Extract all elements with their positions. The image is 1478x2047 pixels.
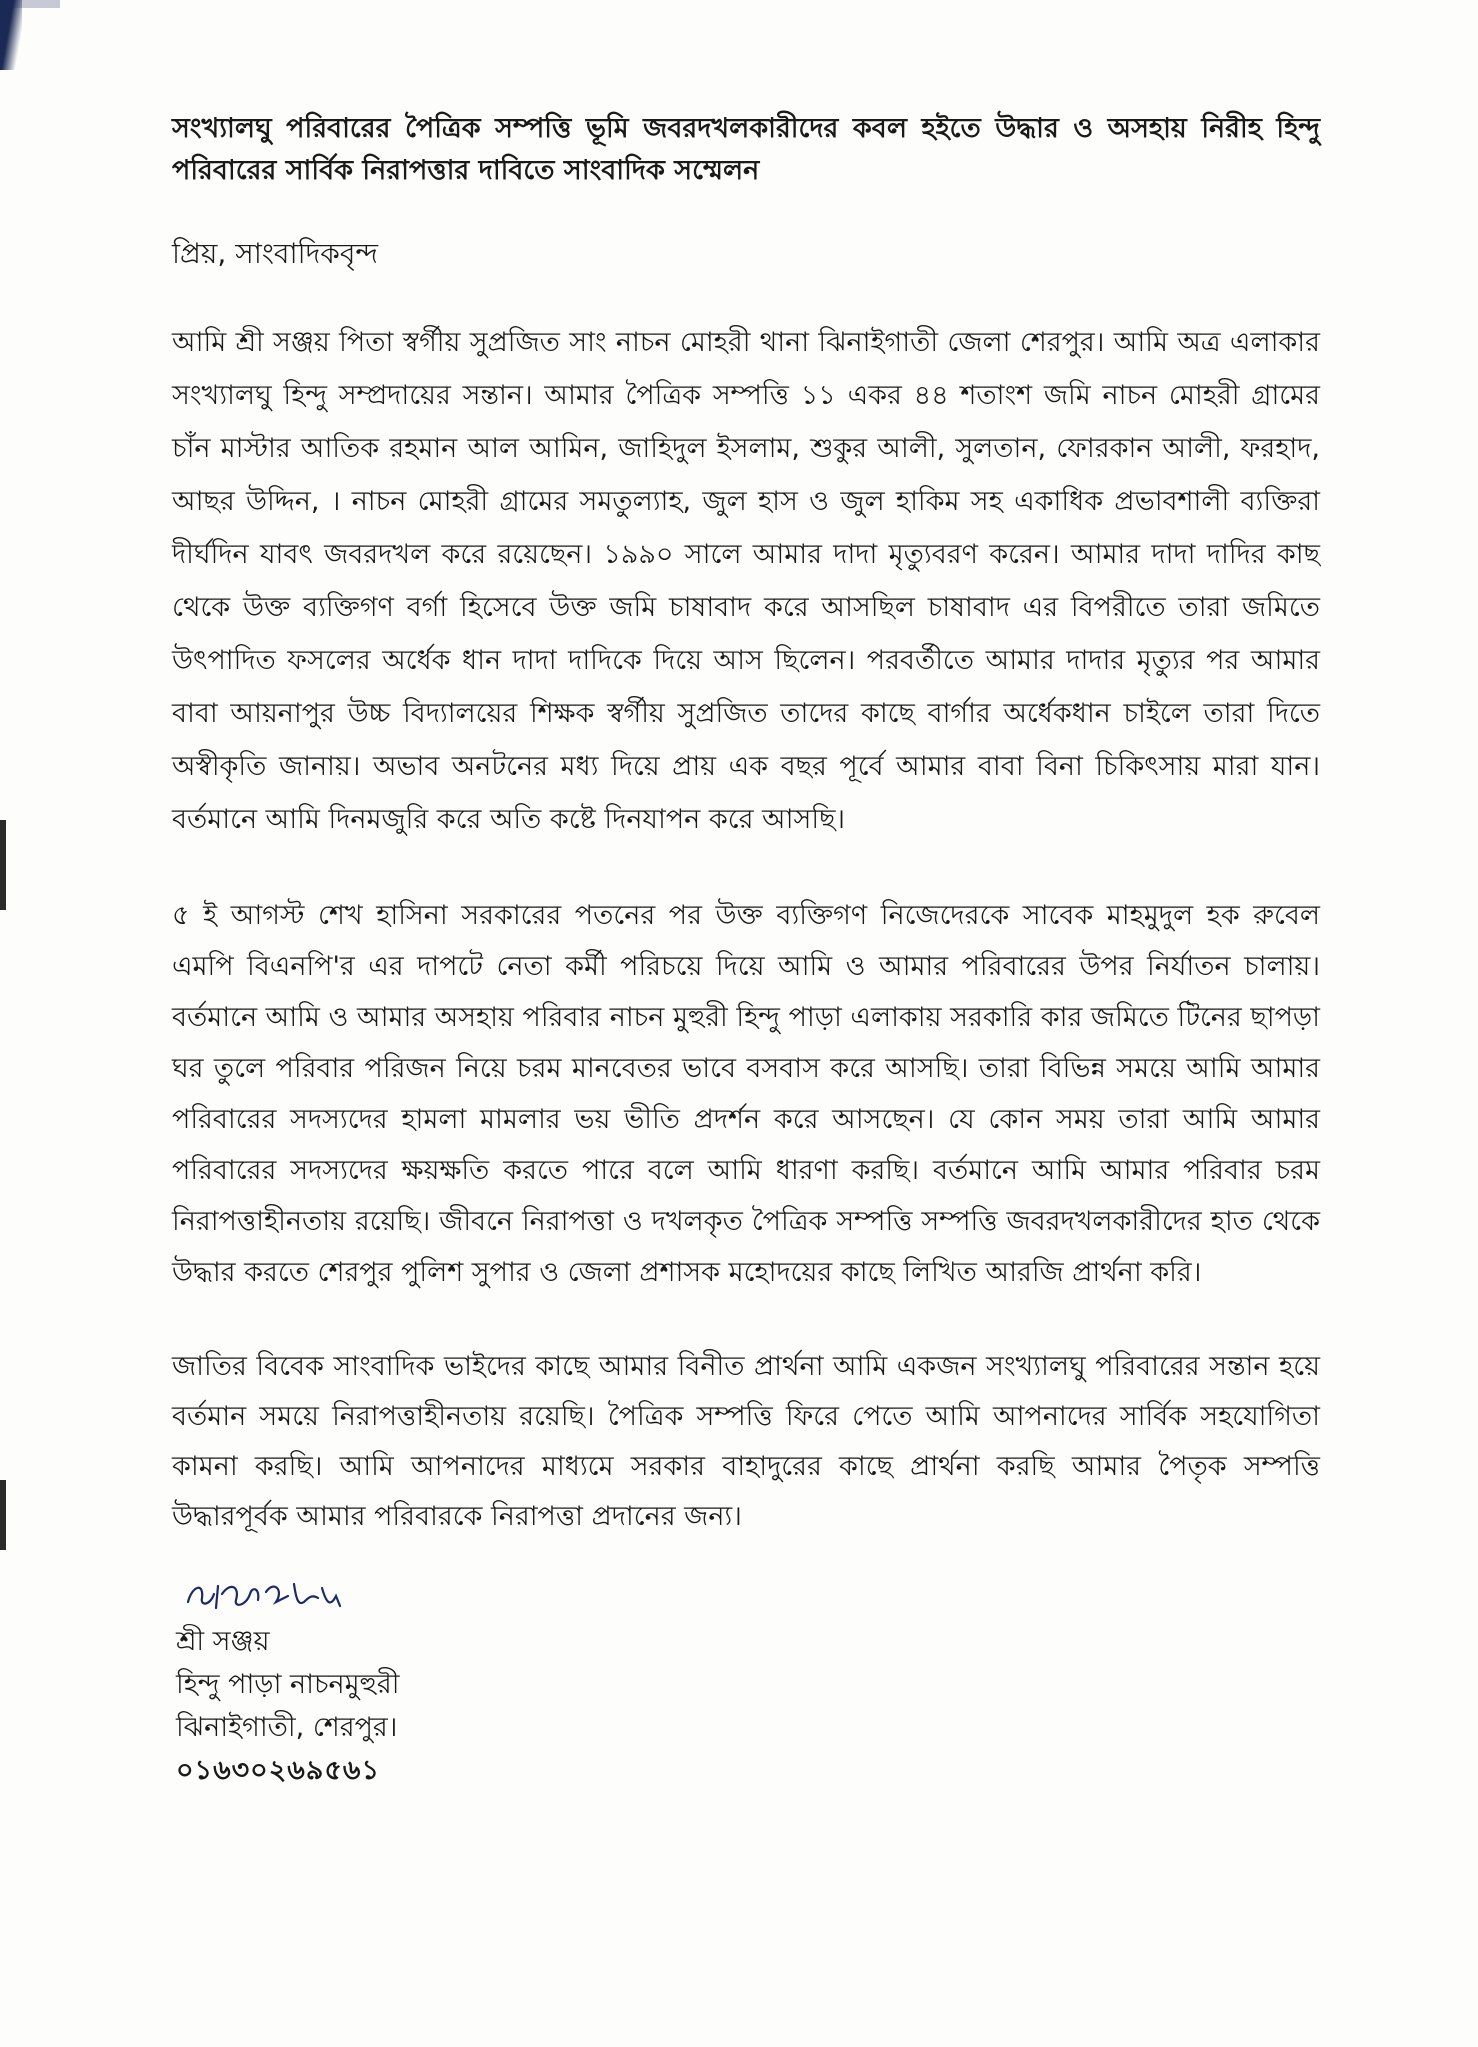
paragraph-incident: ৫ ই আগস্ট শেখ হাসিনা সরকারের পতনের পর উক্ত ব্যক্তিগণ নিজেদেরকে সাবেক মাহমুদুল হক রুবেল এমপি বিএনপি'র এর দাপটে নেতা কর্মী পরিচয়ে দিয়ে আমি ও আমার পরিবারের উপর নির্যাতন চালায়। বর্তমানে আমি ও আমার অসহায় পরিবার নাচন মুহুরী হিন্দু পাড়া এলাকায় সরকারি কার জমিতে টিনের ছাপড়া ঘর তুলে পরিবার পরিজন নিয়ে চরম মানবেতর ভাবে বসবাস করে আসছি। তারা বিভিন্ন সময়ে আমি আমার পরিবারের সদস্যদের হামলা মামলার ভয় ভীতি প্রদর্শন করে আসছেন। যে কোন সময় তারা আমি আমার পরিবারের সদস্যদের ক্ষয়ক্ষতি করতে পারে বলে আমি ধারণা করছি। বর্তমানে আমি আমার পরিবার চরম নিরাপত্তাহীনতায় রয়েছি। জীবনে নিরাপত্তা ও দখলকৃত পৈত্রিক সম্পত্তি সম্পত্তি জবরদখলকারীদের হাত থেকে উদ্ধার করতে শেরপুর পুলিশ সুপার ও জেলা প্রশাসক মহোদয়ের কাছে লিখিত আরজি প্রার্থনা করি। xyxy=(172,900,1320,1288)
scan-edge-mark xyxy=(0,1480,6,1550)
signatory-phone: ০১৬৩০২৬৯৫৬১ xyxy=(176,1755,380,1786)
paragraph-background: আমি শ্রী সঞ্জয় পিতা স্বর্গীয় সুপ্রজিত সাং নাচন মোহরী থানা ঝিনাইগাতী জেলা শেরপুর। আমি অত্র এলাকার সংখ্যালঘু হিন্দু সম্প্রদায়ের সন্তান। আমার পৈত্রিক সম্পত্তি ১১ একর ৪৪ শতাংশ জমি নাচন মোহরী গ্রামের চাঁন মাস্টার আতিক রহমান আল আমিন, জাহিদুল ইসলাম, শুকুর আলী, সুলতান, ফোরকান আলী, ফরহাদ, আছর উদ্দিন, । নাচন মোহরী গ্রামের সমতুল্যাহ, জুল হাস ও জুল হাকিম সহ একাধিক প্রভাবশালী ব্যক্তিরা দীর্ঘদিন যাবৎ জবরদখল করে রয়েছেন। ১৯৯০ সালে আমার দাদা মৃত্যুবরণ করেন। আমার দাদা দাদির কাছ থেকে উক্ত ব্যক্তিগণ বর্গা হিসেবে উক্ত জমি চাষাবাদ করে আসছিল চাষাবাদ এর বিপরীতে তারা জমিতে উৎপাদিত ফসলের অর্ধেক ধান দাদা দাদিকে দিয়ে আস ছিলেন। পরবর্তীতে আমার দাদার মৃত্যুর পর আমার বাবা আয়নাপুর উচ্চ বিদ্যালয়ের শিক্ষক স্বর্গীয় সুপ্রজিত তাদের কাছে বার্গার অর্ধেকধান চাইলে তারা দিতে অস্বীকৃতি জানায়। অভাব অনটনের মধ্য দিয়ে প্রায় এক বছর পূর্বে আমার বাবা বিনা চিকিৎসায় মারা যান। বর্তমানে আমি দিনমজুরি করে অতি কষ্টে দিনযাপন করে আসছি। xyxy=(172,327,1320,835)
document-title: সংখ্যালঘু পরিবারের পৈত্রিক সম্পত্তি ভূমি জবরদখলকারীদের কবল হইতে উদ্ধার ও অসহায় নিরীহ হিন্দু পরিবারের সার্বিক নিরাপত্তার দাবিতে সাংবাদিক সম্মেলন xyxy=(172,113,1320,186)
handwritten-signature xyxy=(180,1572,1320,1620)
signatory-block xyxy=(176,1620,1320,1792)
paragraph-appeal: জাতির বিবেক সাংবাদিক ভাইদের কাছে আমার বিনীত প্রার্থনা আমি একজন সংখ্যালঘু পরিবারের সন্তান হয়ে বর্তমান সময়ে নিরাপত্তাহীনতায় রয়েছি। পৈত্রিক সম্পত্তি ফিরে পেতে আমি আপনাদের সার্বিক সহযোগিতা কামনা করছি। আমি আপনাদের মাধ্যমে সরকার বাহাদুরের কাছে প্রার্থনা করছি আমার পৈতৃক সম্পত্তি উদ্ধারপূর্বক আমার পরিবারকে নিরাপত্তা প্রদানের জন্য। xyxy=(172,1351,1320,1532)
signatory-address-line1: হিন্দু পাড়া নাচনমুহুরী xyxy=(176,1669,400,1700)
letter-body xyxy=(172,108,1320,1792)
scan-corner-mark xyxy=(0,0,22,70)
scan-edge-mark xyxy=(0,820,6,910)
signatory-name: শ্রী সঞ্জয় xyxy=(176,1626,270,1657)
salutation: প্রিয়, সাংবাদিকবৃন্দ xyxy=(172,237,378,270)
signatory-address-line2: ঝিনাইগাতী, শেরপুর। xyxy=(176,1712,398,1743)
